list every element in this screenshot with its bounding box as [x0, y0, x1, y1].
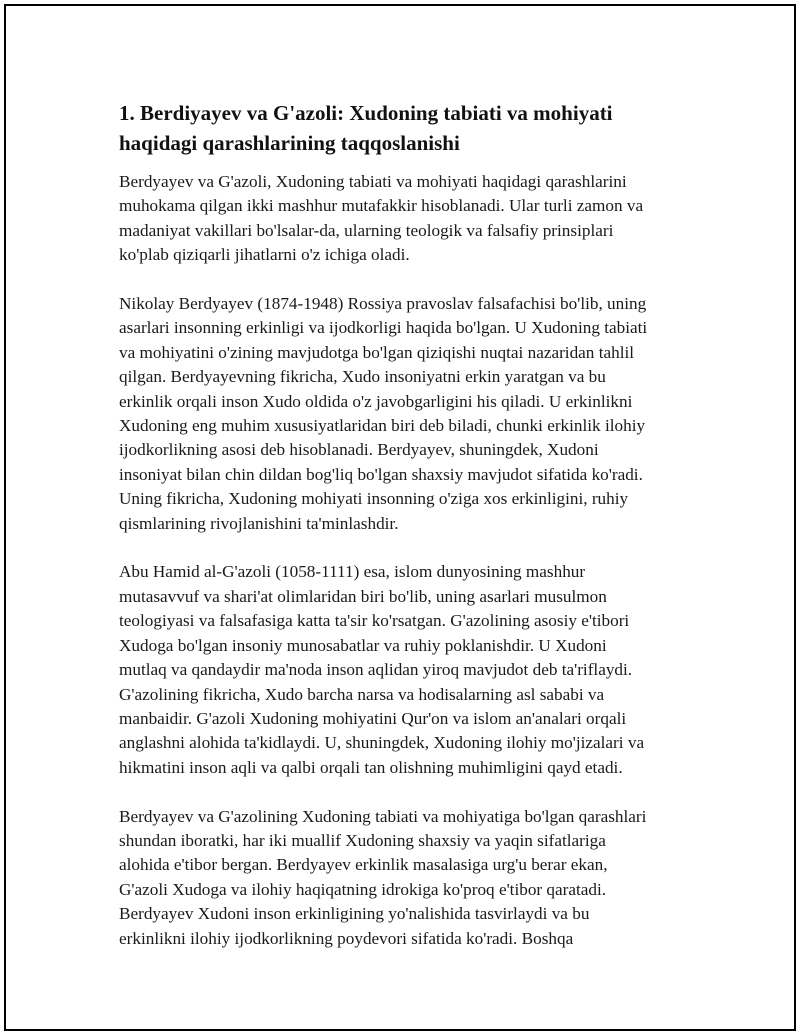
paragraph-intro: Berdyayev va G'azoli, Xudoning tabiati va mohiyati haqidagi qarashlarini muhokama qilgan ikki mashhur mutafakkir hisoblanadi. Ular turli zamon va madaniyat vakillari bo'lsalar-da, ularning teologik va falsafiy prinsiplari ko'plab qiziqarli jihatlarni o'z ichiga oladi. [119, 172, 644, 265]
paragraph-gazoli: Abu Hamid al-G'azoli (1058-1111) esa, islom dunyosining mashhur mutasavvuf va shari'at olimlaridan biri bo'lib, uning asarlari musulmon teologiyasi va falsafasiga katta ta'sir ko'rsatgan. G'azolining asosiy e'tibori Xudoga bo'lgan insoniy munosabatlar va ruhiy poklanishdir. U Xudoni mutlaq va qandaydir ma'noda inson aqlidan yiroq mavjudot deb ta'riflaydi. G'azolining fikricha, Xudo barcha narsa va hodisalarning asl sababi va manbaidir. G'azoli Xudoning mohiyatini Qur'on va islom an'analari orqali anglashni alohida ta'kidlaydi. U, shuningdek, Xudoning ilohiy mo'jizalari va hikmatini inson aqli va qalbi orqali tan olishning muhimligini qayd etadi. [119, 562, 645, 777]
page-frame [4, 4, 796, 1031]
section-heading: 1. Berdiyayev va G'azoli: Xudoning tabiati va mohiyati haqidagi qarashlarining taqqoslanishi [119, 101, 613, 155]
paragraph-berdyayev: Nikolay Berdyayev (1874-1948) Rossiya pravoslav falsafachisi bo'lib, uning asarlari insonning erkinligi va ijodkorligi haqida bo'lgan. U Xudoning tabiati va mohiyatini o'zining mavjudotga bo'lgan qiziqishi nuqtai nazaridan tahlil qilgan. Berdyayevning fikricha, Xudo insoniyatni erkin yaratgan va bu erkinlik orqali inson Xudo oldida o'z javobgarligini his qiladi. U erkinlikni Xudoning eng muhim xususiyatlaridan biri deb biladi, chunki erkinlik ilohiy ijodkorlikning asosi deb hisoblanadi. Berdyayev, shuningdek, Xudoni insoniyat bilan chin dildan bog'liq bo'lgan shaxsiy mavjudot sifatida ko'radi. Uning fikricha, Xudoning mohiyati insonning o'ziga xos erkinligini, ruhiy qismlarining rivojlanishini ta'minlashdir. [119, 294, 648, 533]
document-body [119, 98, 699, 975]
paragraph-comparison: Berdyayev va G'azolining Xudoning tabiati va mohiyatiga bo'lgan qarashlari shundan iboratki, har iki muallif Xudoning shaxsiy va yaqin sifatlariga alohida e'tibor bergan. Berdyayev erkinlik masalasiga urg'u berar ekan, G'azoli Xudoga va ilohiy haqiqatning idrokiga ko'proq e'tibor qaratadi. Berdyayev Xudoni inson erkinligining yo'nalishida tasvirlaydi va bu erkinlikni ilohiy ijodkorlikning poydevori sifatida ko'radi. Boshqa [119, 806, 647, 948]
